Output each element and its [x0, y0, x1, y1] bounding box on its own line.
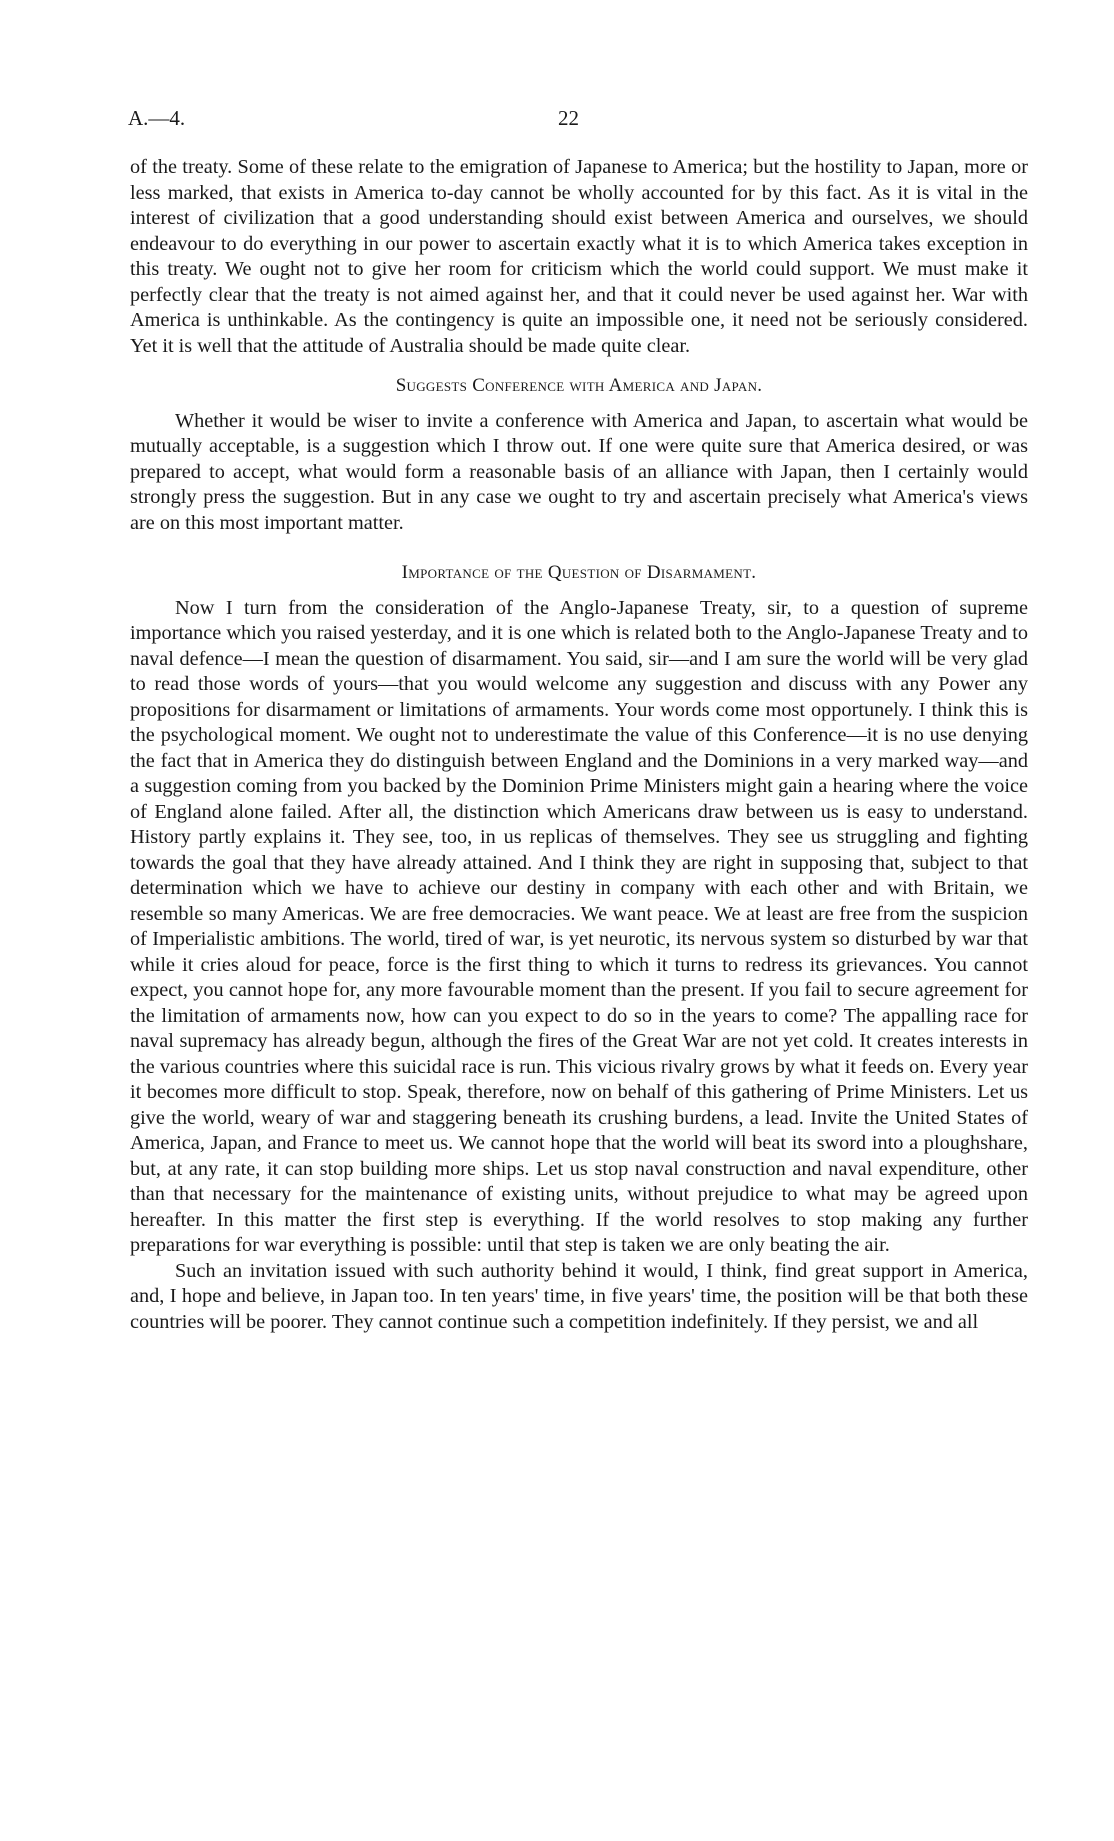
paragraph-invitation: Such an invitation issued with such authority behind it would, I think, find great support in America, and, I hope and believe, in Japan too. In ten years' time, in five years' time, the position will be that both these countries will be poorer. They cannot continue such a competition indefinitely. If they persist, we and all — [130, 1259, 1028, 1333]
section-heading-conference: Suggests Conference with America and Japan. — [395, 375, 763, 396]
paragraph-disarmament: Now I turn from the consideration of the Anglo-Japanese Treaty, sir, to a question of supreme importance which you raised yesterday, and it is one which is related both to the Anglo-Japanese Treaty and to naval defence—I mean the question of disarmament. You said, sir—and I am sure the world will be very glad to read those words of yours—that you would welcome any suggestion and discuss with any Power any propositions for disarmament or limitations of armaments. Your words come most opportunely. I think this is the psychological moment. We ought not to underestimate the value of this Conference—it is no use denying the fact that in America they do distinguish between England and the Dominions in a very marked way—and a suggestion coming from you backed by the Dominion Prime Ministers might gain a hearing where the voice of England alone failed. After all, the distinction which Americans draw between us is easy to understand. History partly explains it. They see, too, in us replicas of themselves. They see us struggling and fighting towards the goal that they have already attained. And I think they are right in supposing that, subject to that determination which we have to achieve our destiny in company with each other and with Britain, we resemble so many Americas. We are free democracies. We want peace. We at least are free from the suspicion of Imperialistic ambitions. The world, tired of war, is yet neurotic, its nervous system so disturbed by war that while it cries aloud for peace, force is the first thing to which it turns to redress its grievances. You cannot expect, you cannot hope for, any more favourable moment than the present. If you fail to secure agreement for the limitation of armaments now, how can you expect to do so in the years to come? The appalling race for naval supremacy has already begun, although the fires of the Great War are not yet cold. It creates interests in the various countries where this suicidal race is run. This vicious rivalry grows by what it feeds on. Every year it becomes more difficult to stop. Speak, therefore, now on behalf of this gathering of Prime Ministers. Let us give the world, weary of war and staggering beneath its crushing burdens, a lead. Invite the United States of America, Japan, and France to meet us. We cannot hope that the world will beat its sword into a ploughshare, but, at any rate, it can stop building more ships. Let us stop naval construction and naval expenditure, other than that necessary for the maintenance of existing units, without prejudice to what may be agreed upon hereafter. In this matter the first step is everything. If the world resolves to stop making any further preparations for war everything is possible: until that step is taken we are only beating the air. — [130, 596, 1028, 1256]
document-reference: A.—4. — [128, 106, 186, 130]
section-heading-disarmament: Importance of the Question of Disarmament. — [401, 562, 757, 583]
paragraph-conference: Whether it would be wiser to invite a conference with America and Japan, to ascertain what would be mutually acceptable, is a suggestion which I throw out. If one were quite sure that America desired, or was prepared to accept, what would form a reasonable basis of an alliance with Japan, then I certainly would strongly press the suggestion. But in any case we ought to try and ascertain precisely what America's views are on this most important matter. — [130, 409, 1028, 534]
body-text — [130, 155, 1028, 1335]
paragraph-continuation: of the treaty. Some of these relate to the emigration of Japanese to America; but the hostility to Japan, more or less marked, that exists in America to-day cannot be wholly accounted for by this fact. As it is vital in the interest of civilization that a good understanding should exist between America and ourselves, we should endeavour to do everything in our power to ascertain exactly what it is to which America takes exception in this treaty. We ought not to give her room for criticism which the world could support. We must make it perfectly clear that the treaty is not aimed against her, and that it could never be used against her. War with America is unthinkable. As the contingency is quite an impossible one, it need not be seriously considered. Yet it is well that the attitude of Australia should be made quite clear. — [130, 156, 1028, 357]
running-header — [128, 106, 1028, 136]
page-number: 22 — [558, 106, 579, 130]
